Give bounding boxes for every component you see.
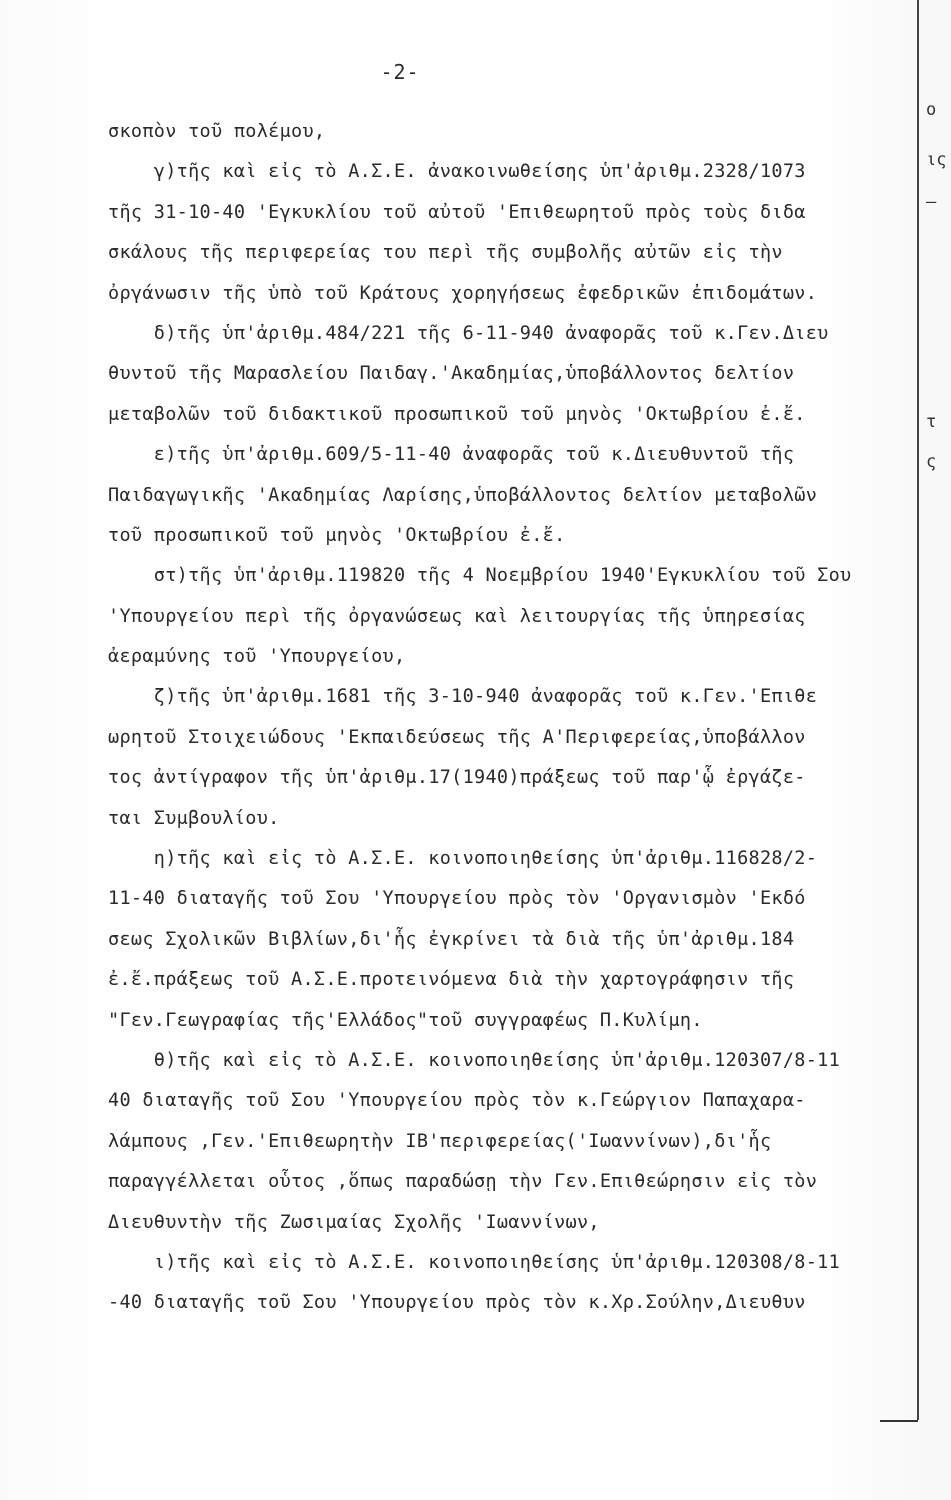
right-margin-rule <box>917 0 919 1420</box>
text-line: τῆς 31-10-40 'Εγκυκλίου τοῦ αὐτοῦ 'Επιθεωρητοῦ πρὸς τοὺς διδα <box>108 201 806 223</box>
text-line: σκοπὸν τοῦ πολέμου, <box>108 121 326 142</box>
text-line: γ)τῆς καὶ εἰς τὸ Α.Σ.Ε. ἀνακοινωθείσης ὑπ'ἀριθμ.2328/1073 <box>108 161 806 183</box>
text-line: ται Συμβουλίου. <box>108 807 280 829</box>
text-line: ι)τῆς καὶ εἰς τὸ Α.Σ.Ε. κοινοποιηθείσης ὑπ'ἀριθμ.120308/8-11 <box>108 1251 841 1273</box>
text-line: ὀργάνωσιν τῆς ὑπὸ τοῦ Κράτους χορηγήσεως ἐφεδρικῶν ἐπιδομάτων. <box>108 282 818 304</box>
text-line: θ)τῆς καὶ εἰς τὸ Α.Σ.Ε. κοινοποιηθείσης ὑπ'ἀριθμ.120307/8-11 <box>108 1049 841 1071</box>
text-line: δ)τῆς ὑπ'ἀριθμ.484/221 τῆς 6-11-940 ἀναφορᾶς τοῦ κ.Γεν.Διευ <box>108 322 829 344</box>
text-line: λάμπους ,Γεν.'Επιθεωρητὴν ΙΒ'περιφερείας('Ιωαννίνων),δι'ἧς <box>108 1130 772 1152</box>
text-line: Διευθυντὴν τῆς Ζωσιμαίας Σχολῆς 'Ιωαννίνων, <box>108 1211 600 1233</box>
text-line: θυντοῦ τῆς Μαρασλείου Παιδαγ.'Ακαδημίας,ὑποβάλλοντος δελτίον <box>108 363 795 385</box>
text-line: ἀεραμύνης τοῦ 'Υπουργείου, <box>108 646 406 668</box>
text-line: τοῦ προσωπικοῦ τοῦ μηνὸς 'Οκτωβρίου ἐ.ἔ. <box>108 524 566 546</box>
text-line: "Γεν.Γεωγραφίας τῆς'Ελλάδος"τοῦ συγγραφέως Π.Κυλίμη. <box>108 1009 703 1031</box>
text-line: σεως Σχολικῶν Βιβλίων,δι'ἧς ἐγκρίνει τὰ διὰ τῆς ὑπ'ἀριθμ.184 <box>108 928 795 950</box>
bottom-margin-rule <box>880 1420 918 1422</box>
text-line: παραγγέλλεται οὗτος ,ὅπως παραδώσῃ τὴν Γεν.Επιθεώρησιν εἰς τὸν <box>108 1171 818 1193</box>
text-line: Παιδαγωγικῆς 'Ακαδημίας Λαρίσης,ὑποβάλλοντος δελτίον μεταβολῶν <box>108 484 818 506</box>
text-line: τος ἀντίγραφον τῆς ὑπ'ἀριθμ.17(1940)πράξεως τοῦ παρ'ᾧ ἐργάζε- <box>108 767 806 789</box>
text-line: -40 διαταγῆς τοῦ Σου 'Υπουργείου πρὸς τὸν κ.Χρ.Σούλην,Διευθυν <box>108 1292 806 1314</box>
text-line: ε)τῆς ὑπ'ἀριθμ.609/5-11-40 ἀναφορᾶς τοῦ κ.Διευθυντοῦ τῆς <box>108 444 795 466</box>
text-line: ωρητοῦ Στοιχειώδους 'Εκπαιδεύσεως τῆς Α'Περιφερείας,ὑποβάλλον <box>108 726 806 748</box>
margin-mark: ις <box>926 150 947 170</box>
text-line: σκάλους τῆς περιφερείας του περὶ τῆς συμβολῆς αὐτῶν εἰς τὴν <box>108 242 783 264</box>
text-line: 40 διαταγῆς τοῦ Σου 'Υπουργείου πρὸς τὸν κ.Γεώργιον Παπαχαρα- <box>108 1090 806 1112</box>
text-line: ζ)τῆς ὑπ'ἀριθμ.1681 τῆς 3-10-940 ἀναφορᾶς τοῦ κ.Γεν.'Επιθε <box>108 686 818 708</box>
text-line: 'Υπουργείου περὶ τῆς ὀργανώσεως καὶ λειτουργίας τῆς ὑπηρεσίας <box>108 605 806 627</box>
text-line: στ)τῆς ὑπ'ἀριθμ.119820 τῆς 4 Νοεμβρίου 1940'Εγκυκλίου τοῦ Σου <box>108 565 852 587</box>
body-text <box>108 112 908 1324</box>
margin-mark: ς <box>926 452 937 472</box>
margin-mark: ο <box>926 100 937 120</box>
page-number: -2- <box>380 60 420 84</box>
margin-mark: τ <box>926 412 937 432</box>
text-line: 11-40 διαταγῆς τοῦ Σου 'Υπουργείου πρὸς τὸν 'Οργανισμὸν 'Εκδό <box>108 888 806 910</box>
margin-mark: — <box>926 192 937 212</box>
text-line: ἐ.ἔ.πράξεως τοῦ Α.Σ.Ε.προτεινόμενα διὰ τὴν χαρτογράφησιν τῆς <box>108 969 795 991</box>
text-line: μεταβολῶν τοῦ διδακτικοῦ προσωπικοῦ τοῦ μηνὸς 'Οκτωβρίου ἐ.ἔ. <box>108 403 806 425</box>
text-line: η)τῆς καὶ εἰς τὸ Α.Σ.Ε. κοινοποιηθείσης ὑπ'ἀριθμ.116828/2- <box>108 848 818 870</box>
